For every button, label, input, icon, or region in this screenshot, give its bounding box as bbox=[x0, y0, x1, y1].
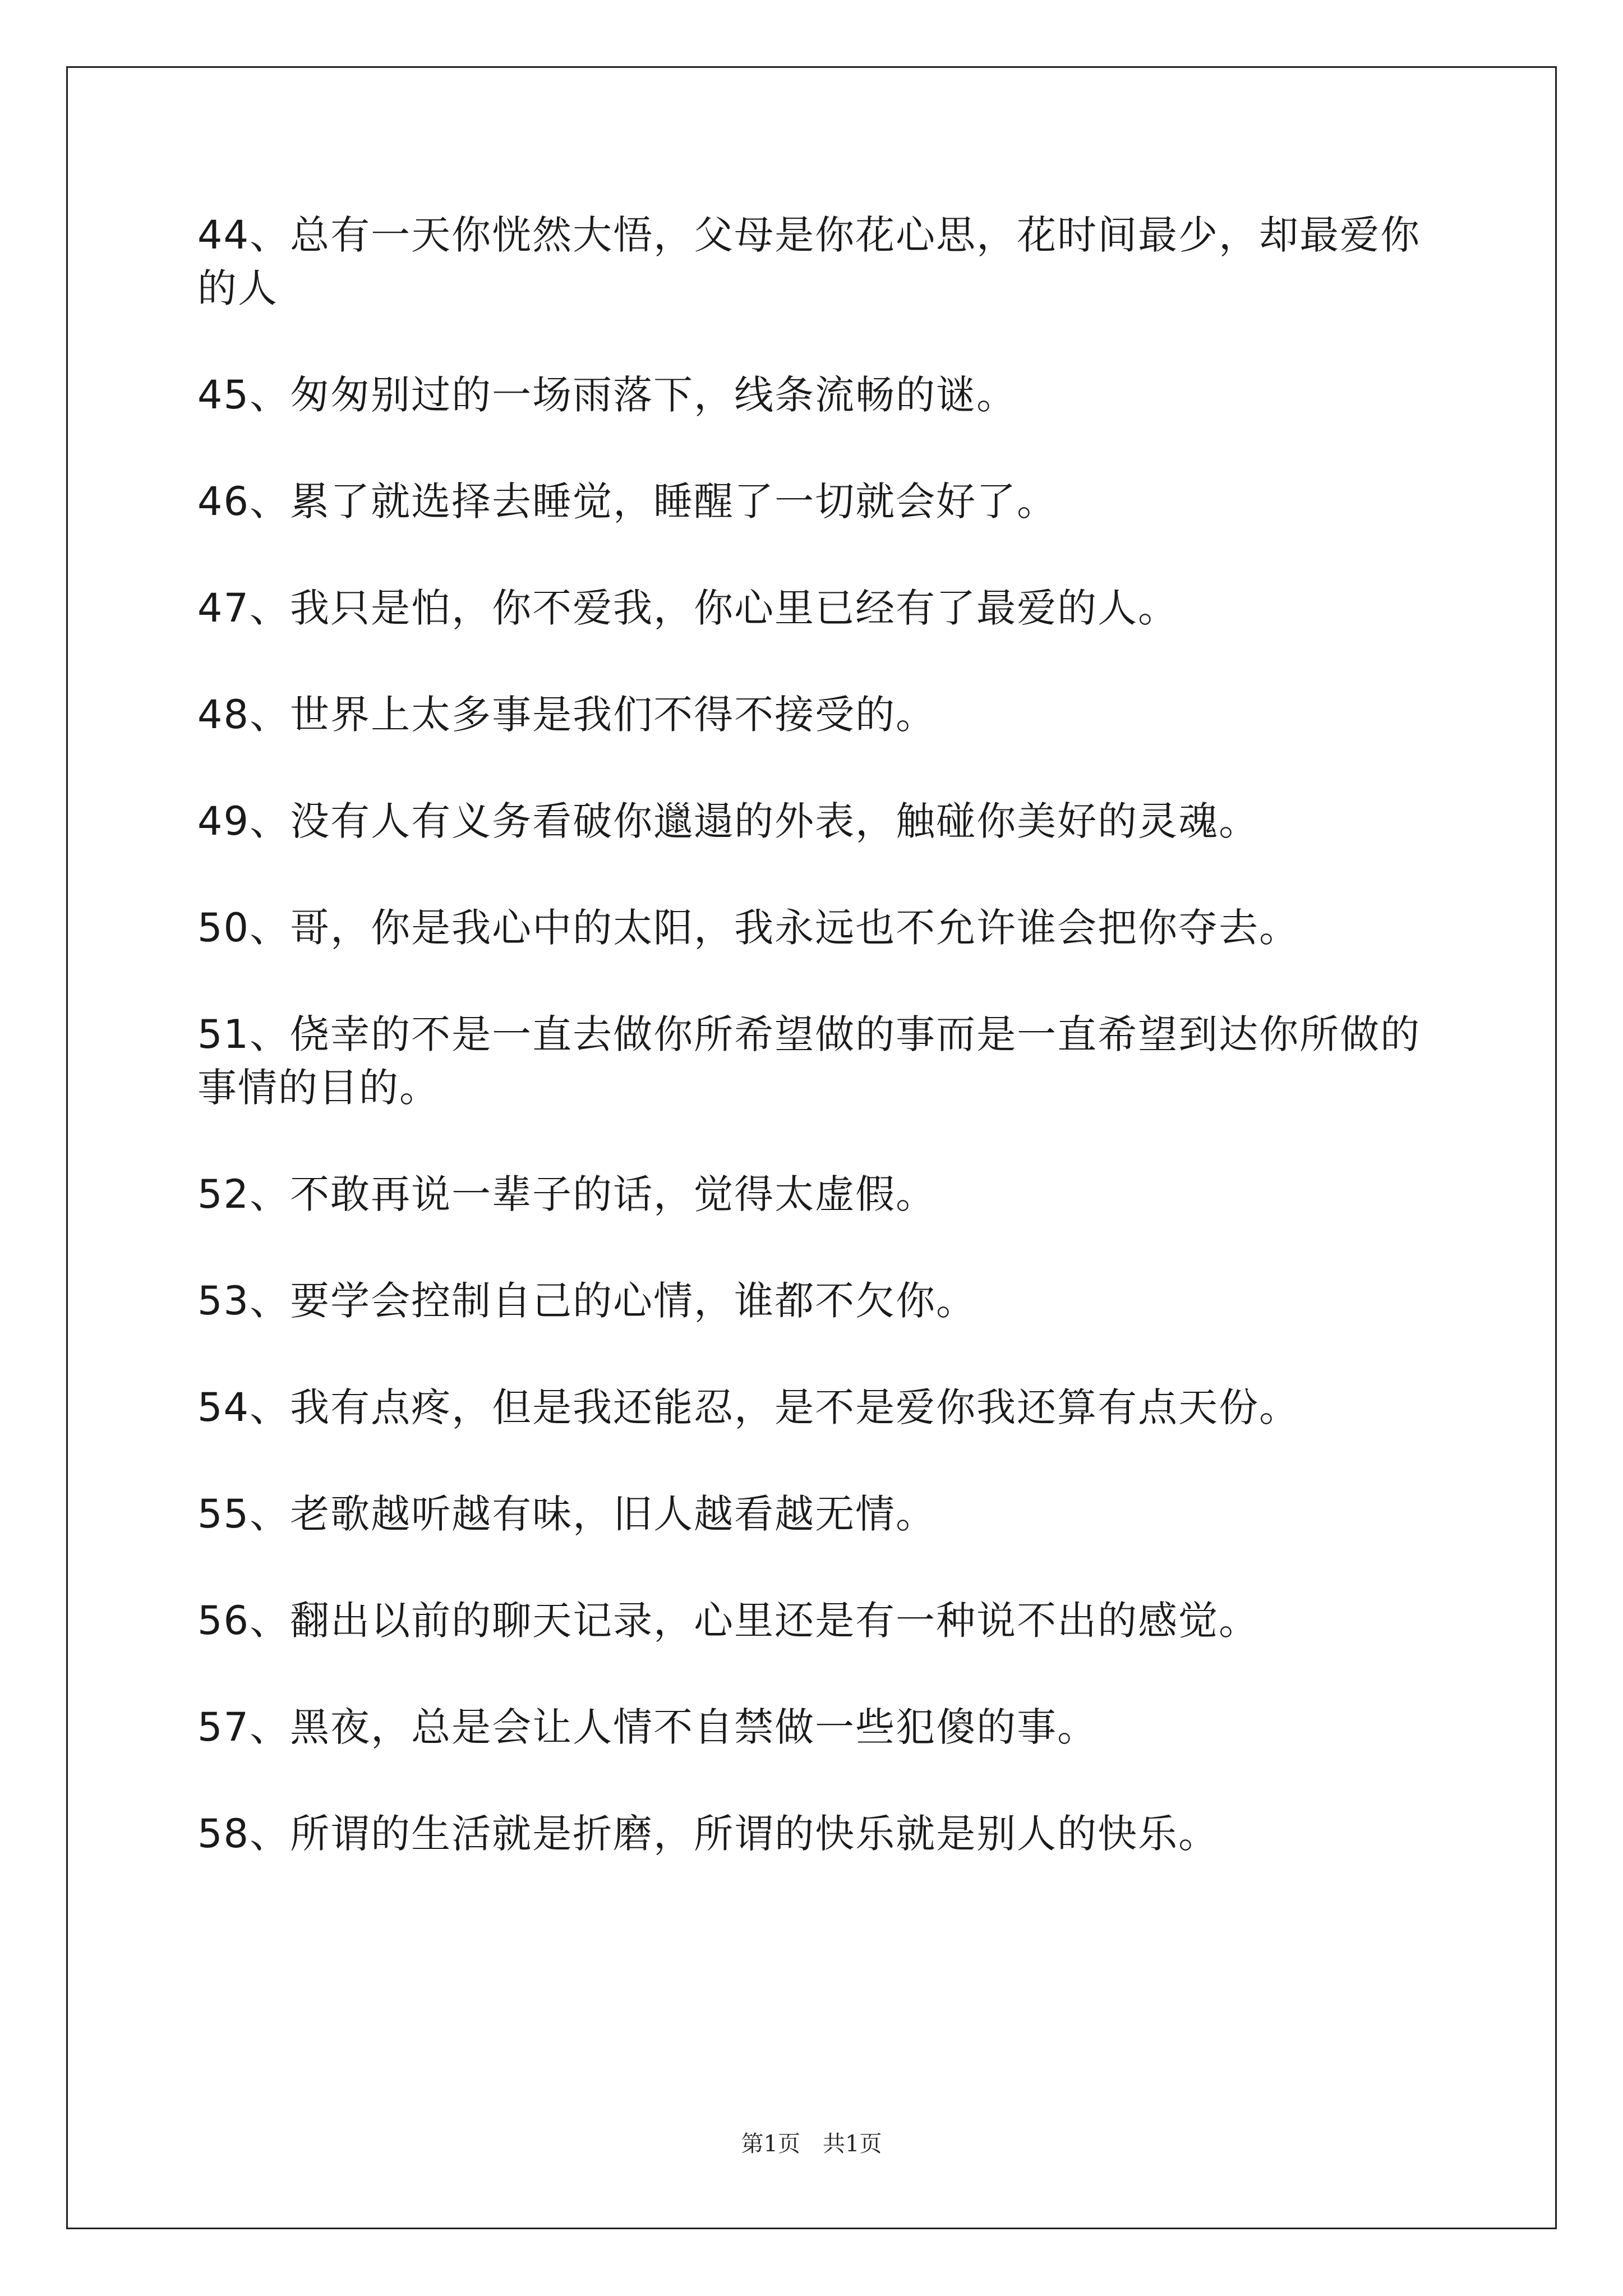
list-item: 44、总有一天你恍然大悟，父母是你花心思，花时间最少，却最爱你的人 bbox=[197, 212, 1421, 311]
list-item: 57、黑夜，总是会让人情不自禁做一些犯傻的事。 bbox=[197, 1704, 1098, 1750]
list-item: 47、我只是怕，你不爱我，你心里已经有了最爱的人。 bbox=[197, 585, 1179, 631]
list-item: 55、老歌越听越有味，旧人越看越无情。 bbox=[197, 1491, 937, 1537]
list-item: 46、累了就选择去睡觉，睡醒了一切就会好了。 bbox=[197, 478, 1058, 524]
list-item: 48、世界上太多事是我们不得不接受的。 bbox=[197, 692, 937, 738]
list-item: 58、所谓的生活就是折磨，所谓的快乐就是别人的快乐。 bbox=[197, 1811, 1219, 1857]
list-item: 45、匆匆别过的一场雨落下，线条流畅的谜。 bbox=[197, 372, 1017, 418]
list-item: 56、翻出以前的聊天记录，心里还是有一种说不出的感觉。 bbox=[197, 1598, 1260, 1644]
list-item: 50、哥，你是我心中的太阳，我永远也不允许谁会把你夺去。 bbox=[197, 905, 1300, 951]
list-item: 53、要学会控制自己的心情，谁都不欠你。 bbox=[197, 1278, 977, 1324]
list-item: 54、我有点疼，但是我还能忍，是不是爱你我还算有点天份。 bbox=[197, 1384, 1300, 1430]
list-item: 52、不敢再说一辈子的话，觉得太虚假。 bbox=[197, 1171, 937, 1217]
document-body bbox=[197, 209, 1459, 1914]
page-footer: 第1页 共1页 bbox=[741, 2131, 882, 2157]
list-item: 51、侥幸的不是一直去做你所希望做的事而是一直希望到达你所做的事情的目的。 bbox=[197, 1011, 1421, 1111]
list-item: 49、没有人有义务看破你邋遢的外表，触碰你美好的灵魂。 bbox=[197, 798, 1260, 844]
